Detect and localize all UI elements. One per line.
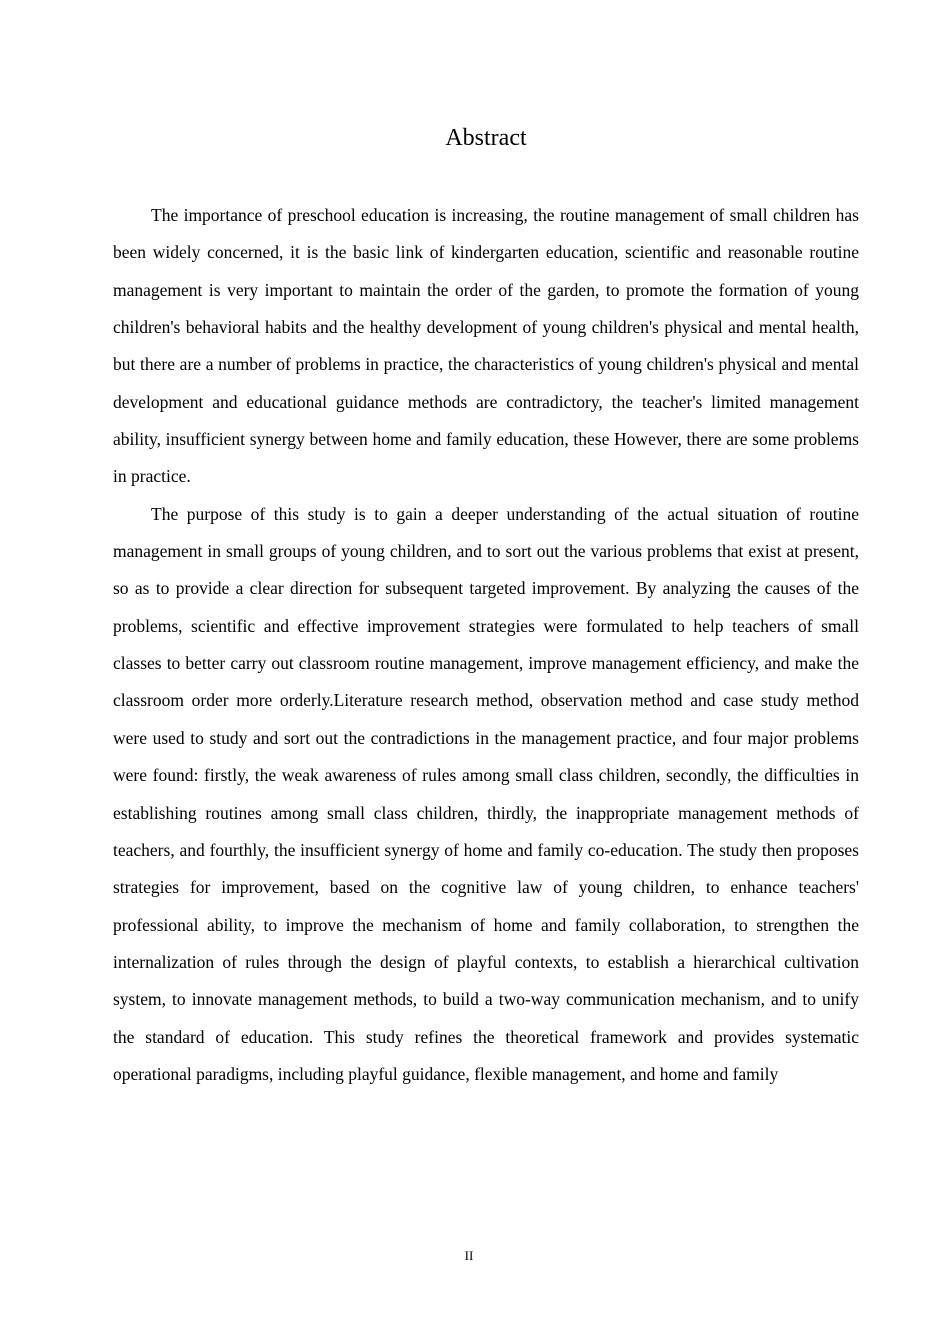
abstract-body [113,197,859,1093]
abstract-paragraph-1: The importance of preschool education is increasing, the routine management of small children has been widely concerned, it is the basic link of kindergarten education, scientific and reasonable routine management is very important to maintain the order of the garden, to promote the formation of young children's behavioral habits and the healthy development of young children's physical and mental health, but there are a number of problems in practice, the characteristics of young children's physical and mental development and educational guidance methods are contradictory, the teacher's limited management ability, insufficient synergy between home and family education, these However, there are some problems in practice. [113,205,859,487]
page-number: II [464,1248,474,1263]
page-title: Abstract [445,125,527,151]
abstract-paragraph-2: The purpose of this study is to gain a deeper understanding of the actual situation of routine management in small groups of young children, and to sort out the various problems that exist at present, so as to provide a clear direction for subsequent targeted improvement. By analyzing the causes of the problems, scientific and effective improvement strategies were formulated to help teachers of small classes to better carry out classroom routine management, improve management efficiency, and make the classroom order more orderly.Literature research method, observation method and case study method were used to study and sort out the contradictions in the management practice, and four major problems were found: firstly, the weak awareness of rules among small class children, secondly, the difficulties in establishing routines among small class children, thirdly, the inappropriate management methods of teachers, and fourthly, the insufficient synergy of home and family co-education. The study then proposes strategies for improvement, based on the cognitive law of young children, to enhance teachers' professional ability, to improve the mechanism of home and family collaboration, to strengthen the internalization of rules through the design of playful contexts, to establish a hierarchical cultivation system, to innovate management methods, to build a two-way communication mechanism, and to unify the standard of education. This study refines the theoretical framework and provides systematic operational paradigms, including playful guidance, flexible management, and home and family [113,503,859,1084]
